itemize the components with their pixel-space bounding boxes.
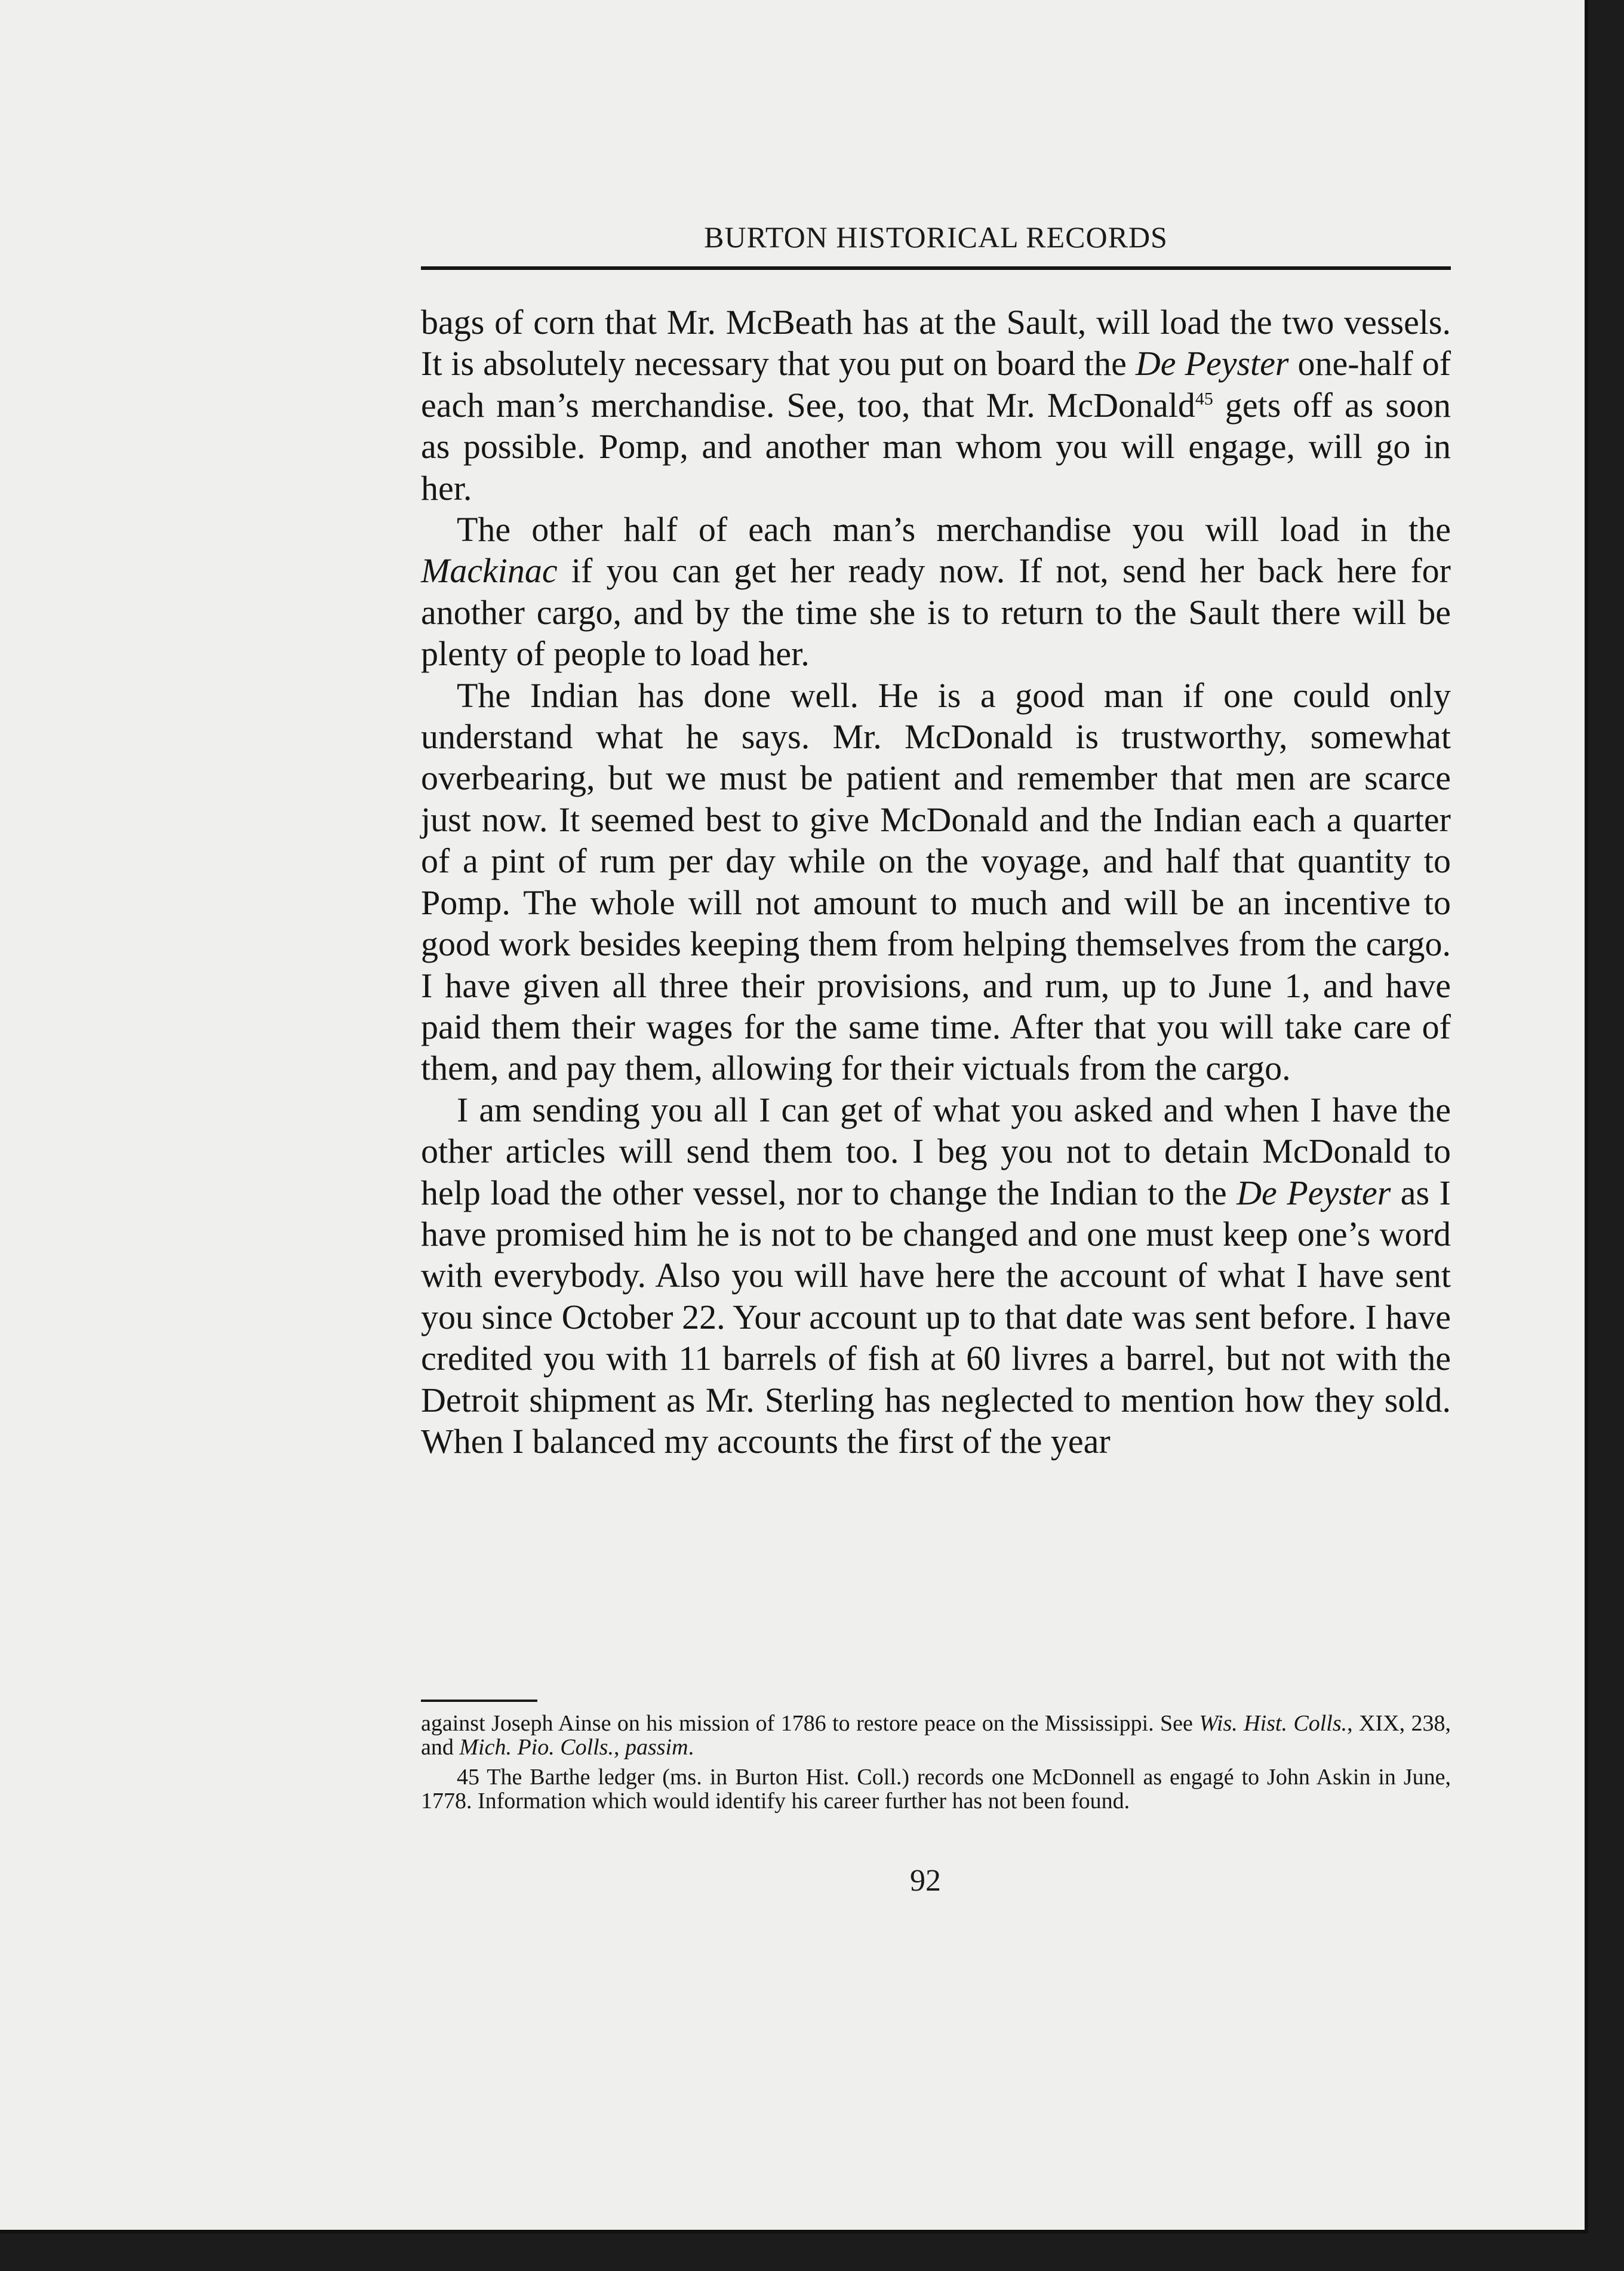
paragraph-2-text-a: The other half of each man’s merchandise you will load in the — [457, 510, 1451, 549]
paragraph-1-text-c: gets off as soon as possible. Pomp, and another man whom you will engage, will go in her. — [421, 385, 1451, 508]
paragraph-4-text-b: as I have promised him he is not to be changed and one must keep one’s word with everybody. Also you will have here the account of what I have sent you since October 22. Your account up to that date was sent before. I have credited you with 11 barrels of fish at 60 livres a barrel, but not with the Detroit shipment as Mr. Sterling has neglected to mention how they sold. When I balanced my accounts the first of the year — [421, 1173, 1451, 1461]
citation-mich-pio-colls: Mich. Pio. Colls. — [459, 1735, 614, 1760]
ship-name-mackinac: Mackinac — [421, 551, 558, 591]
paragraph-4 — [421, 1089, 1451, 1462]
ship-name-de-peyster: De Peyster — [1135, 344, 1289, 383]
footnote-1-text-b: , XIX, 238, and — [421, 1711, 1451, 1760]
footnote-1-text-a: against Joseph Ainse on his mission of 1786 to restore peace on the Mississippi. See — [421, 1711, 1199, 1736]
footnote-1-text-c: , — [613, 1735, 625, 1760]
running-head: BURTON HISTORICAL RECORDS — [704, 220, 1168, 254]
citation-passim: passim — [625, 1735, 688, 1760]
paragraph-2-text-b: if you can get her ready now. If not, send her back here for another cargo, and by the time she is to return to the Sault there will be plenty of people to load her. — [421, 551, 1451, 674]
ship-name-de-peyster: De Peyster — [1237, 1173, 1391, 1212]
footnote-rule — [421, 1700, 537, 1702]
paragraph-1 — [421, 302, 1451, 509]
paragraph-4-text-a: I am sending you all I can get of what you asked and when I have the other articles will send them too. I beg you not to detain McDonald to help load the other vessel, nor to change the Indian to the — [421, 1090, 1451, 1212]
footnote-45: 45 The Barthe ledger (ms. in Burton Hist. Coll.) records one McDonnell as engagé to John Askin in June, 1778. Information which would identify his career further has not been found. — [421, 1765, 1451, 1814]
footnote-1-text-d: . — [688, 1735, 694, 1760]
paragraph-3: The Indian has done well. He is a good man if one could only understand what he says. Mr. McDonald is trustworthy, somewhat overbearing, but we must be patient and remember that men are scarce just now. It seemed best to give McDonald and the Indian each a quarter of a pint of rum per day while on the voyage, and half that quantity to Pomp. The whole will not amount to much and will be an incentive to good work besides keeping them from helping themselves from the cargo. I have given all three their provisions, and rum, up to June 1, and have paid them their wages for the same time. After that you will take care of them, and pay them, allowing for their victuals from the cargo. — [421, 675, 1451, 1088]
page-number: 92 — [910, 1864, 941, 1898]
paragraph-1-text-b: one-half of each man’s merchandise. See, too, that Mr. McDonald — [421, 344, 1451, 425]
footnotes — [421, 1711, 1451, 1819]
paragraph-1-text-a: bags of corn that Mr. McBeath has at the Sault, will load the two vessels. It is absolutely necessary that you put on board the — [421, 303, 1451, 383]
footnote-marker-45: 45 — [1195, 389, 1213, 409]
footnote-continued — [421, 1711, 1451, 1759]
body-text — [421, 302, 1451, 1462]
paragraph-2 — [421, 509, 1451, 675]
citation-wis-hist-colls: Wis. Hist. Colls. — [1199, 1711, 1348, 1736]
header-rule — [421, 266, 1451, 270]
